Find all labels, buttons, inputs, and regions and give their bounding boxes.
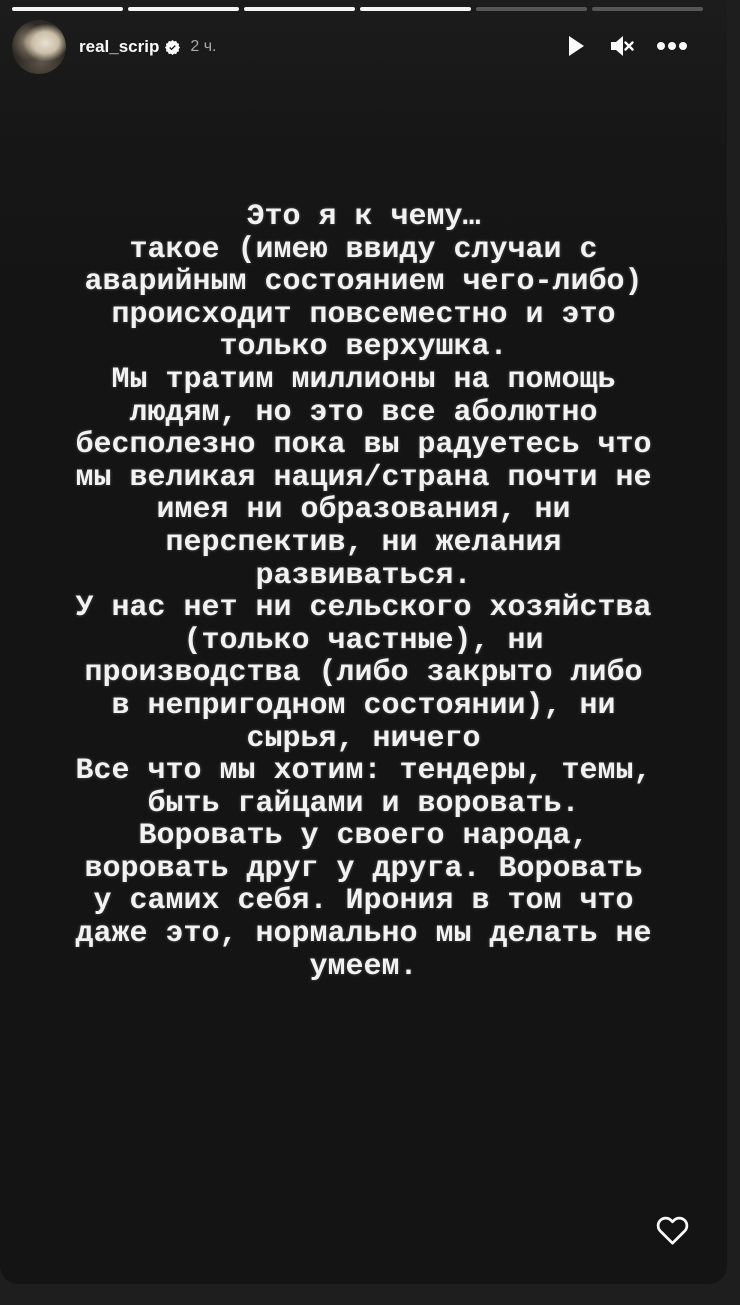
verified-badge-icon [165, 40, 180, 55]
caption-line: Это я к чему… [246, 200, 481, 234]
more-options-icon [657, 42, 687, 50]
caption-line: Все что мы хотим: тендеры, темы, [75, 754, 652, 789]
mute-button[interactable] [608, 34, 634, 58]
caption-line: перспектив, ни желания [165, 525, 562, 560]
caption-line: имея ни образования, ни [156, 493, 571, 528]
caption-line: даже это, нормально мы делать не [75, 917, 652, 952]
muted-speaker-icon [608, 35, 634, 57]
progress-segment [128, 7, 239, 11]
caption-line: в непригодном состоянии), ни [111, 688, 616, 723]
story-caption-text [0, 201, 727, 983]
username[interactable]: real_scrip [79, 37, 160, 56]
heart-icon [656, 1214, 689, 1247]
story-timestamp: 2 ч. [190, 38, 217, 55]
play-button[interactable] [566, 34, 586, 58]
caption-line: сырья, ничего [246, 721, 481, 756]
caption-line: только верхушка. [219, 330, 508, 365]
caption-line: производства (либо закрыто либо [84, 656, 643, 691]
caption-line: развиваться. [255, 558, 472, 593]
caption-line: (только частные), ни [183, 623, 544, 658]
caption-line: бесполезно пока вы радуетесь что [75, 428, 652, 463]
caption-line: Воровать у своего народа, [138, 819, 589, 854]
progress-segment [476, 7, 587, 11]
caption-line: мы великая нация/страна почти не [75, 460, 652, 495]
caption-line: воровать друг у друга. Воровать [84, 851, 643, 886]
caption-line: У нас нет ни сельского хозяйства [75, 591, 652, 626]
caption-line: Мы тратим миллионы на помощь [111, 362, 616, 397]
caption-line: людям, но это все аболютно [129, 395, 598, 430]
story-progress-bar [12, 7, 703, 11]
avatar[interactable] [12, 20, 66, 74]
like-button[interactable] [650, 1208, 694, 1252]
caption-line: такое (имею ввиду случаи с [129, 232, 598, 267]
caption-line: умеем. [309, 949, 418, 984]
caption-line: у самих себя. Ирония в том что [93, 884, 634, 919]
caption-line: происходит повсеместно и это [111, 297, 616, 332]
caption-line: аварийным состоянием чего-либо) [84, 265, 643, 300]
story-controls [566, 34, 688, 58]
progress-segment [360, 7, 471, 11]
progress-segment [12, 7, 123, 11]
progress-segment [592, 7, 703, 11]
progress-segment [244, 7, 355, 11]
more-options-button[interactable] [656, 34, 688, 58]
caption-line: быть гайцами и воровать. [147, 786, 580, 821]
play-icon [567, 35, 585, 57]
